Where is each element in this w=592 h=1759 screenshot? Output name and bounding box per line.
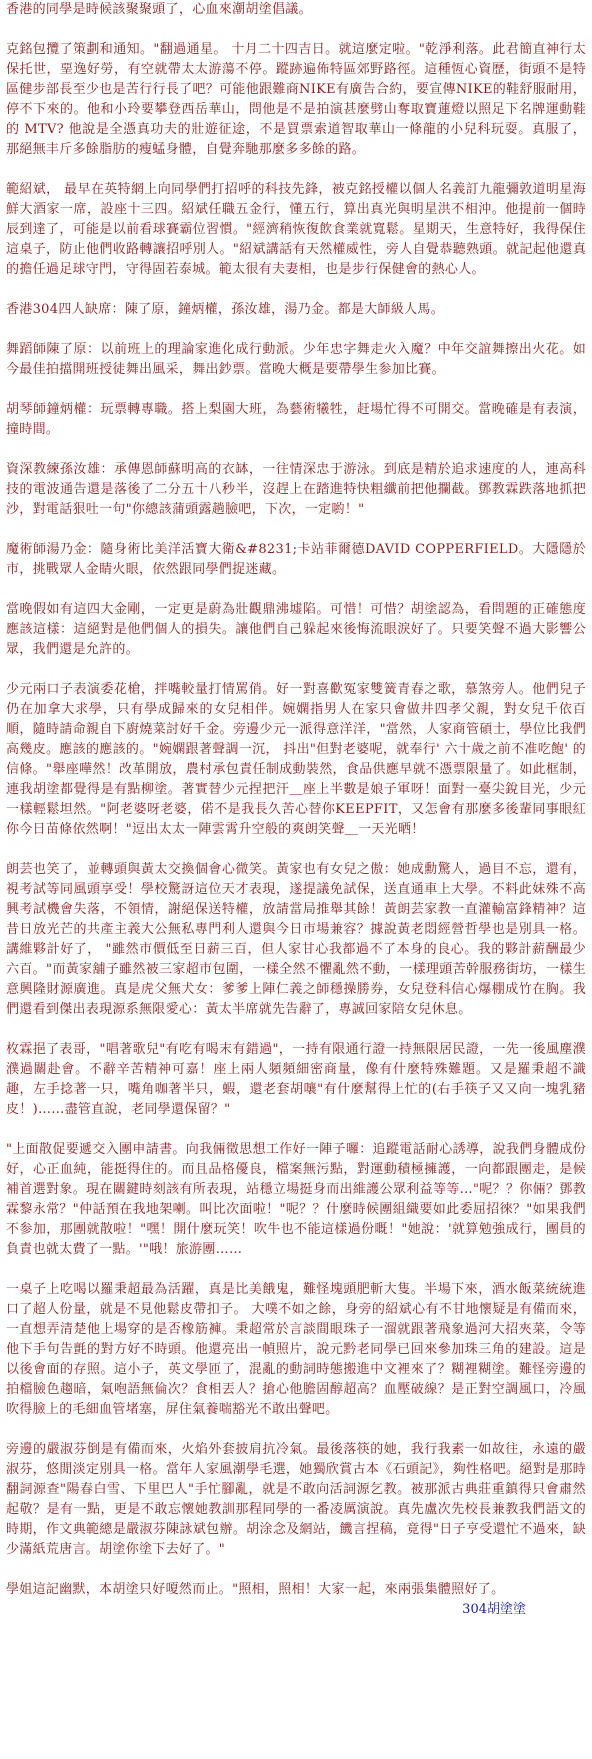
paragraph-bingchao: 一桌子上吃喝以羅秉超最為活躍，真是比美餓鬼，難怪塊頭肥斬大隻。半場下來，酒水飯菜統統進口了超人份量，就是不見他鬆皮帶扣子。 大噗不如之餘，身旁的紹斌心有不甘地懷疑是有備而來，一直想弄清楚他上場穿的是否橡筋褲。秉超常於言談間眼珠子一溜就跟著飛象過河大招夾菜，令等他下手句告氈的對方好不時頭。他還亮出一幀照片，說元黔老同學已回來參加珠三角的建設。這是以後會面的存照。這小子，英文學匝了，混亂的動詞時態搬進中文裡來了？糊裡糊塗。難怪旁邊的拍檔臉色趨暗，氣咆語無倫次？食相丟人？搶心他膽固醇超高？血壓破線？是正對空調風口，冷風吹得臉上的毛細血管堵塞，屏住氣養喘豁光不敢出聲吧。 bbox=[6, 1282, 586, 1417]
paragraph-dancer: 舞蹈師陳了原：以前班上的理論家進化成行動派。少年忠字舞走火入魔？中年交誼舞擦出火花。如今最佳拍擋開班授徒舞出風采，舞出鈔票。當晚大概是要帶學生参加比賽。 bbox=[6, 342, 586, 377]
paragraph-intro: 香港的同學是時候該聚聚頭了，心血來潮胡塗倡議。 bbox=[6, 2, 312, 17]
paragraph-tour-group: "上面散促要遞交入團申請書。向我倆徵思想工作好一陣子囉：追蹤電話耐心誘導，說我們身體成份好，心正血純，能挺得住的。而且品格優良，檔案無污點，對運動積極擁護，一向都跟團走，是候補首選對象。現在關鍵時刻該有所表現，站穩立場挺身而出維護公眾利益等等…"呢？？你倆？鄧教霖黎永常？"仲話預在我地架喇。叫比次面啦！"呢？？什麼時候團組織要如此委屈招徠？"如果我們不参加，那團就散啦！"嘿！開什麼玩笑！吹牛也不能這樣過份嘅！"她說：'就算勉強成行，團員的負責也就太費了一點。'"哦！旅游團…… bbox=[6, 1142, 586, 1257]
paragraph-shaobin: 範紹斌， 最早在英特網上向同學們打招呼的科技先鋒，被克銘授權以個人名義訂九龍彌敦道明星海鮮大酒家一席，設座十三四。紹斌任職五金行，懂五行，算出真光與明星洪不相沖。他提前一個時辰到達了，可能是以前看球賽霸位習慣。"經濟稍恢復飲食業就寬鬆。星期天，生意特好，我得保住這桌子，防止他們收路轉讓招呼別人。"紹斌講話有天然權威性，旁人自覺恭聽熟頭。就記起他還真的擔任過足球守門，守得固若泰城。範太很有夫妻相，也是步行保健會的熱心人。 bbox=[6, 182, 586, 277]
paragraph-absentees: 香港304四人缺席：陳了原，鐘炳權，孫汝雄，湯乃金。都是大師級人馬。 bbox=[6, 302, 445, 317]
paragraph-magician: 魔術師湯乃金：隨身術比美洋活寶大衛&#8231;卡站菲爾德DAVID COPPERFIELD。大隱隱於市，挑戰眾人金睛火眼，依然跟同學們捉迷藏。 bbox=[6, 542, 586, 577]
paragraph-swim-coach: 資深教練孫汝雄：承傳恩師蘇明高的衣缽，一往情深忠于游泳。到底是精於追求速度的人，連高科技的電波通告還是落後了二分五十八秒半，沒趕上在踏進特快粗纖前把他攔截。鄧教霖跌落地抓把沙，對電話狠吐一句"你總該蒲頭露趟臉吧，下次，一定喲！" bbox=[6, 462, 586, 517]
author-signature: 304胡塗塗 bbox=[462, 1602, 526, 1617]
paragraph-yanshufen: 旁邊的嚴淑芬倒是有備而來，火焰外套披肩抗冷氣。最後落筷的她，我行我素一如故往，永遠的嚴淑芬，悠閒淡定別具一格。當年人家風潮學毛選，她獨欣賞古本《石頭記》，夠性格吧。絕對是那時翻詞源查"陽春白雪、下里巴人"手忙腳亂，就是不敢向活詞源乞教。被那派古典莊重鎮得只會肅然起敬？是有一點，更是不敢忘懷她教訓那程同學的一番凌厲演說。真先盧次先校長兼教我們語文的時期，作文典範總是嚴淑芬陳詠斌包辦。胡涂念及網站，饑言捏稿，竟得"日子亨受還忙不過來，缺少滿紙荒唐言。胡塗你塗下去好了。" bbox=[6, 1442, 586, 1557]
paragraph-meilin: 枚霖挹了表哥，"唱著歌兒"有吃有喝末有錯過"，一持有限通行證一持無限居民證，一先一後風塵濮濮過關赴會。不辭辛苦精神可嘉！座上兩人頻頻細密商量，像有什麼特殊難題。又是羅秉超不識趣，左手捻著一只，嘴角咖著半只，蝦，還老套胡嚷"有什麼幫得上忙的(右手筷子又又向一塊乳豬皮！)……盡管直說，老同學還保留？" bbox=[6, 1042, 586, 1117]
paragraph-closing: 學姐這記幽默，本胡塗只好嗄然而止。"照相，照相！大家一起，來兩張集體照好了。 bbox=[6, 1582, 505, 1597]
paragraph-four-kings: 當晚假如有這四大金剛，一定更是蔚為壯觀鼎沸墟陷。可惜！可惜？胡塗認為，看問題的正確態度應該這樣：這絕對是他們個人的損失。讓他們自己躲起來後悔流眼淚好了。只要笑聲不過大影響公眾，我們還是允許的。 bbox=[6, 602, 586, 657]
paragraph-langyun: 朗芸也笑了，並轉頭與黃太交換個會心微笑。黃家也有女兒之傲：她成勳驚人，過目不忘，還有，視考試等同風頭享受！學校驚訝這位天才表現，遂提議免試保，送直通車上大學。不料此妹殊不高興考試機會失落，不領情，謝絕保送特權，放請當局推舉其餘！黃朗芸家教一直灌輸富鋒精神？這昔日放光芒的共產主義大公無私專門利人還與今日市場兼容？據說黃老悶經營哲學也是別具一格。講維夥計好了， "雖然市價低至日薪三百，但人家甘心我都過不了本身的良心。我的夥計薪酬最少六百。"而黃家舖子雖然被三家超市包圍，一樣全然不懼亂然不動，一樣理頭苦幹服務街坊，一樣生意興隆財源廣進。真是虎父無犬女：爹爹上陣仁義之師穩操勝券，女兒登科信心爆棚成竹在胸。我們還看到傑出表現源系無限愛心：黃太半席就先告辭了，專誠回家陪女兒休息。 bbox=[6, 862, 586, 1017]
paragraph-keming: 克銘包攬了策劃和通知。"翻過通星。 十月二十四吉日。就這麼定啦。"乾淨利落。此君簡直神行太保托世，堊逸好勞，有空就帶太太游蕩不停。蹤跡遍佈特區郊野路徑。這種恆心資歷，街頭不是特區健步部長至少也是苦行行長了吧？可能他跟難商NIKE有廣告合約，要宣傳NIKE的鞋舒服耐用，停不下來的。他和小玲要攀登西岳華山，問他是不是拍演甚麼劈山奪取寶蓮燈以照足下名牌運動鞋的 MTV? 他說是全憑真功夫的壯遊征途，不是買票索道智取華山一條龍的小兒科玩耍。真服了，那絕無丰斤多餘脂肪的瘦蜢身體，自覺奔馳那麼多多餘的路。 bbox=[6, 42, 586, 157]
paragraph-huqin-player: 胡琴師鐘炳權：玩票轉專職。搭上梨園大班，為藝術犧牲，赶場忙得不可開交。當晚確是有表演，撞時間。 bbox=[6, 402, 586, 437]
paragraph-shaoyuan-couple: 少元兩口子表演委花槍，拌嘴較量打情罵俏。好一對喜歡冤家雙簧青春之歌，慕煞旁人。他們兒子仍在加拿大求學，只有學成歸來的女兒相伴。婉嫻指男人在家只會做井四孝父親，對女兒千依百順，隨時請命親自下廚燒菜討好千金。旁邊少元一派得意洋洋，"當然，人家商管碩士，學位比我們高幾皮。應該的應該的。"婉嫻跟著聲調一沉， 抖出"但對老婆呢，就奉行' 六十歲之前不准吃飽' 的信條。"舉座嘩然！改革開放，農村承包責任制成動裝然，食品供應早就不憑票限量了。如此框制，連我胡塗都覺得是有點柳塗。著實替少元捏把汗＿座上半數是娘子軍呀！面對一臺尖銳目光，少元一樣輕鬆坦然。"阿老婆呀老婆，偌不是我長久苦心替你KEEPFIT，又怎會有那麼多後輩同事眼紅你今日苗條依然啊！"逗出太太一陣雲霄升空般的爽朗笑聲＿一天光晒！ bbox=[6, 682, 586, 837]
